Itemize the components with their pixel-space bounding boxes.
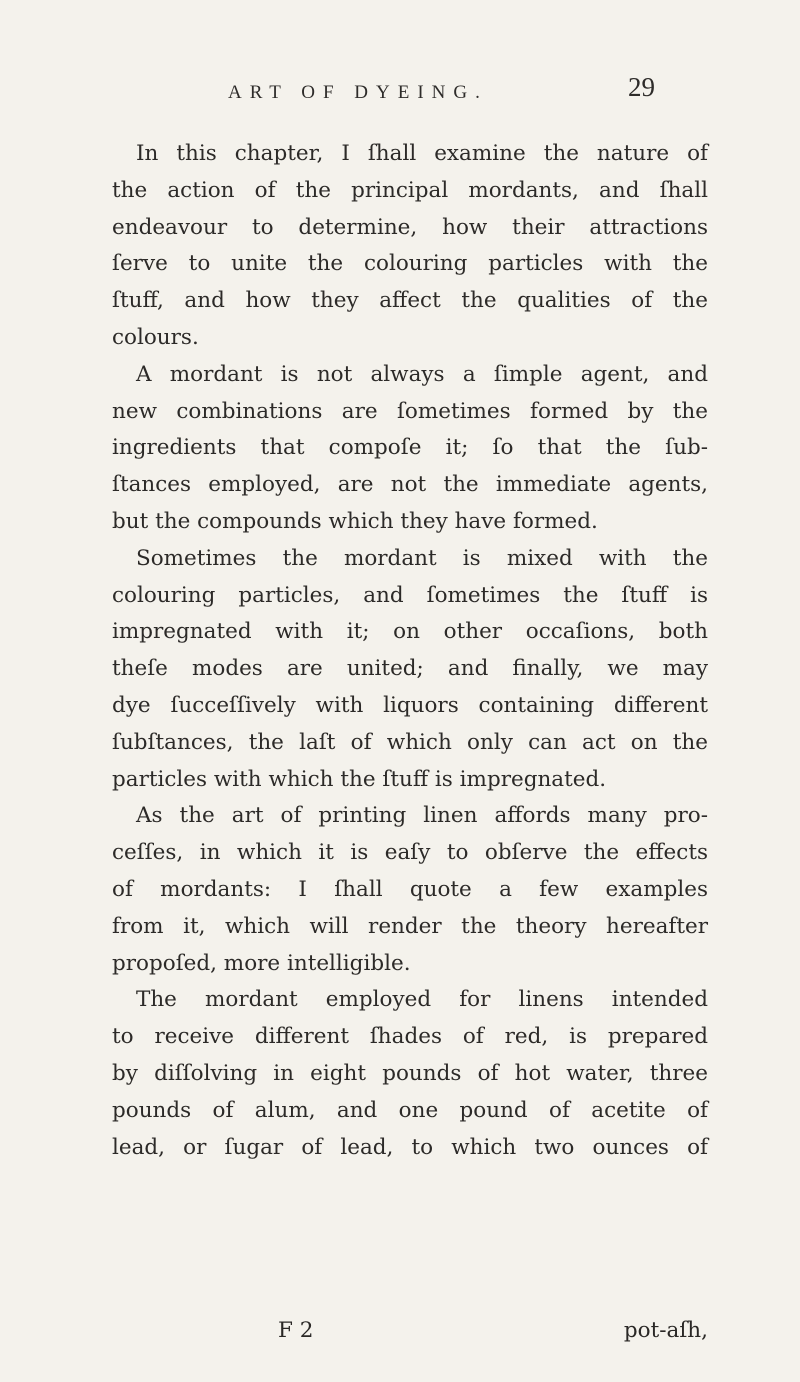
text-line: colours. xyxy=(112,324,199,350)
text-line: new combinations are ſometimes formed by the xyxy=(112,398,708,424)
text-line: ceſſes, in which it is eaſy to obſerve the effects xyxy=(112,840,708,866)
text-line: ſtances employed, are not the immediate agents, xyxy=(112,472,708,498)
text-line: In this chapter, I ſhall examine the nature of xyxy=(136,141,708,166)
page-footer xyxy=(112,1318,708,1354)
text-line: As the art of printing linen affords many pro- xyxy=(136,803,708,829)
body-text xyxy=(112,136,708,1166)
text-line: ſubſtances, the laſt of which only can act on the xyxy=(112,729,708,755)
text-line: of mordants: I ſhall quote a few examples xyxy=(112,876,708,902)
text-line: lead, or ſugar of lead, to which two ounces of xyxy=(112,1134,708,1160)
text-line: the action of the principal mordants, and ſhall xyxy=(112,177,708,203)
text-line: by diſſolving in eight pounds of hot water, three xyxy=(112,1060,708,1086)
text-line: to receive different ſhades of red, is prepared xyxy=(112,1024,708,1050)
signature-mark: F 2 xyxy=(278,1318,314,1343)
text-line: A mordant is not always a ſimple agent, and xyxy=(136,361,708,387)
text-line: propoſed, more intelligible. xyxy=(112,950,411,976)
text-line: Sometimes the mordant is mixed with the xyxy=(136,545,708,571)
text-line: pounds of alum, and one pound of acetite of xyxy=(112,1097,708,1123)
text-line: endeavour to determine, how their attractions xyxy=(112,214,708,240)
text-line: impregnated with it; on other occaſions, both xyxy=(112,619,708,645)
running-title: ART OF DYEING. xyxy=(228,82,488,103)
text-line: ſtuff, and how they affect the qualities of the xyxy=(112,288,708,314)
text-line: but the compounds which they have formed. xyxy=(112,508,598,534)
text-line: dye ſucceſſively with liquors containing different xyxy=(112,692,708,718)
page-number: 29 xyxy=(628,72,655,102)
text-line: ſerve to unite the colouring particles with the xyxy=(112,251,708,277)
text-line: The mordant employed for linens intended xyxy=(136,987,708,1013)
catchword: pot-aſh, xyxy=(623,1318,708,1343)
text-line: from it, which will render the theory hereafter xyxy=(112,913,708,939)
text-line: ingredients that compoſe it; ſo that the ſub- xyxy=(112,435,708,461)
text-line: theſe modes are united; and finally, we may xyxy=(112,656,708,682)
text-line: colouring particles, and ſometimes the ſtuff is xyxy=(112,582,708,608)
text-line: particles with which the ſtuff is impregnated. xyxy=(112,766,607,792)
